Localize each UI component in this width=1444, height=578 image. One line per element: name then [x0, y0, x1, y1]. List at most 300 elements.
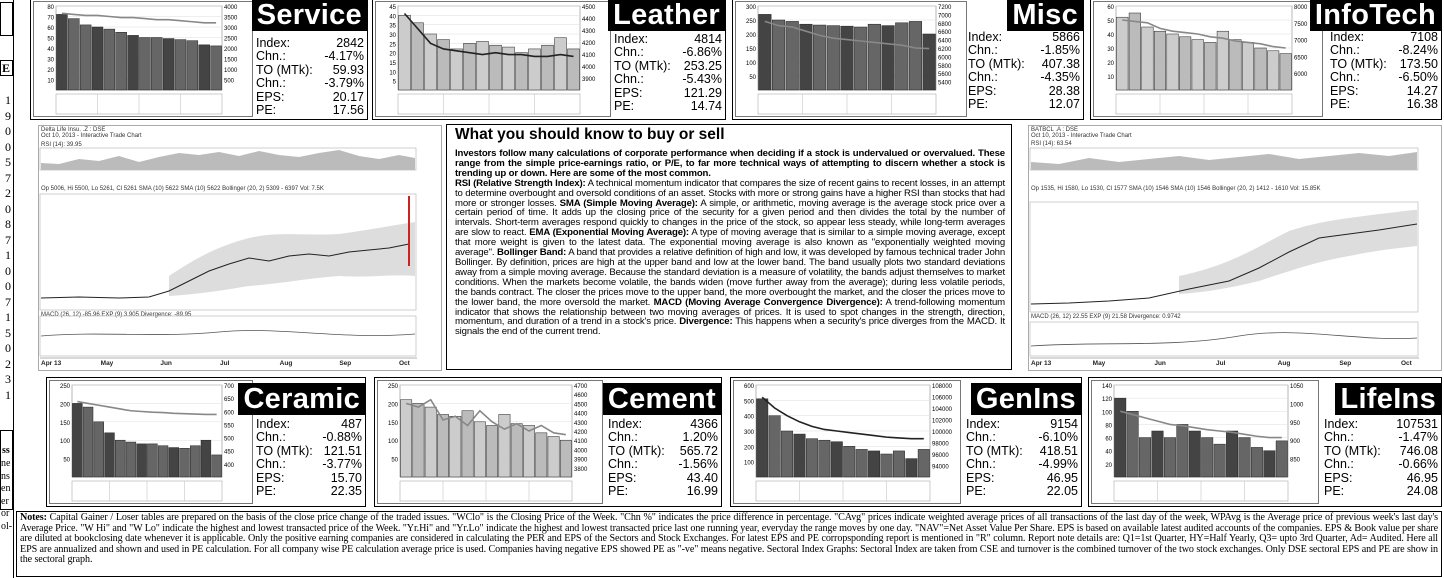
term-bollinger: Bollinger Band: [496, 247, 567, 259]
y-tick-label: 5 [392, 79, 396, 86]
y-tick-label: 150 [745, 47, 756, 53]
sector-stats [966, 418, 1078, 498]
eps-value: 46.95 [1406, 470, 1438, 485]
bar [180, 448, 190, 477]
bar [450, 416, 461, 477]
y2-tick-label: 4500 [574, 402, 588, 409]
sector-title: Leather [608, 0, 725, 31]
bar [1226, 431, 1237, 477]
y-tick-label: 300 [745, 5, 756, 11]
turnover-change: -4.99% [1038, 457, 1078, 472]
y-tick-label: 150 [387, 420, 398, 427]
y-tick-label: 20 [1107, 61, 1114, 67]
turnover-value: 407.38 [1041, 56, 1080, 71]
chn-label: Chn.: [256, 430, 286, 445]
edge-digit: 7 [5, 170, 11, 185]
y-tick-label: 400 [743, 414, 754, 421]
pe-label: PE: [256, 103, 277, 118]
time-axis-label: Sep [1339, 360, 1352, 367]
pe-label: PE: [1324, 484, 1345, 499]
term-divergence: Divergence: [679, 316, 733, 328]
bar [794, 434, 805, 477]
y-tick-label: 150 [59, 420, 70, 427]
eps-label: EPS: [614, 85, 643, 100]
chn-label: Chn.: [966, 457, 996, 472]
bar [399, 15, 411, 90]
bar [523, 425, 534, 477]
y2-tick-label: 104000 [932, 407, 953, 413]
bar [1114, 398, 1125, 477]
y2-tick-label: 4300 [574, 420, 588, 427]
sector-panel-genins [730, 377, 1082, 507]
y-tick-label: 100 [387, 439, 398, 446]
eps-value: 43.40 [686, 470, 718, 485]
trade-chart-title: Delta Life Insu. .Z : DSE [41, 127, 106, 133]
trade-chart-subtitle: Oct 10, 2013 - Interactive Trade Chart [41, 133, 142, 139]
sector-chart-genins [733, 380, 961, 504]
bar [1217, 31, 1229, 90]
index-label: Index: [608, 417, 643, 431]
bar [1127, 411, 1138, 477]
index-change: -1.85% [1040, 43, 1080, 58]
edge-digit: 1 [5, 310, 11, 324]
bar [806, 439, 817, 477]
y2-tick-label: 98000 [932, 441, 949, 448]
bar [868, 451, 879, 477]
trade-chart-canvas [39, 126, 443, 372]
bar [499, 414, 510, 477]
bar [1164, 438, 1175, 477]
price-legend: Op 1535, Hi 1580, Lo 1530, Cl 1577 SMA (10) 1546 SMA (10) 1546 Bollinger (20, 2) 1412 - 1610 Vol: 15.85K [1031, 186, 1321, 192]
eps-value: 20.17 [332, 89, 364, 104]
sector-panel-cement [374, 377, 722, 507]
y-tick-label: 40 [47, 47, 54, 53]
chn-label: Chn.: [1324, 457, 1354, 472]
index-value: 7108 [1410, 30, 1438, 44]
bar [169, 448, 179, 477]
bar [819, 440, 830, 477]
y-tick-label: 60 [47, 26, 54, 32]
pe-label: PE: [608, 484, 629, 499]
y-tick-label: 10 [1107, 75, 1114, 81]
y2-tick-label: 950 [1290, 420, 1301, 427]
edge-digit: 2 [5, 186, 11, 200]
bar [451, 49, 463, 90]
bar [413, 403, 424, 477]
sector-title: LifeIns [1335, 383, 1441, 415]
y-tick-label: 10 [47, 78, 54, 85]
bar [175, 40, 186, 90]
text-ema: A type of moving average that is similar to a simple moving average, except that more weight is given to the latest data. The exponential moving average is also known as "exponentially weighted moving average". [455, 227, 1006, 259]
y2-tick-label: 6400 [938, 38, 952, 45]
edge-letter: E [1, 61, 10, 75]
turnover-value: 253.25 [683, 58, 722, 73]
turnover-change: -5.43% [682, 72, 722, 87]
chn-label: Chn.: [608, 457, 638, 472]
y-tick-label: 25 [389, 42, 396, 49]
eps-label: EPS: [256, 470, 285, 485]
index-change: -6.10% [1038, 430, 1078, 445]
y-tick-label: 50 [47, 36, 54, 43]
bar [827, 26, 840, 90]
y2-tick-label: 6000 [938, 55, 952, 62]
y2-tick-label: 5600 [938, 72, 952, 79]
eps-label: EPS: [256, 89, 285, 104]
index-change: -6.86% [682, 45, 722, 60]
sector-stats [1324, 418, 1438, 498]
y2-tick-label: 6800 [938, 21, 952, 28]
edge-word: en [1, 483, 11, 494]
time-axis-label: Jul [1216, 360, 1226, 367]
term-ema: EMA (Exponential Moving Average): [529, 227, 689, 239]
bar [1251, 447, 1262, 477]
turnover-change: -4.35% [1040, 70, 1080, 85]
bar [906, 459, 917, 477]
bar [923, 34, 936, 90]
eps-label: EPS: [1330, 83, 1359, 98]
y2-tick-label: 4700 [574, 384, 588, 390]
y-tick-label: 30 [47, 57, 54, 64]
turnover-change: -3.77% [322, 457, 362, 472]
bar [400, 400, 411, 477]
y2-tick-label: 102000 [932, 418, 953, 425]
time-axis-label: Jun [160, 360, 172, 367]
bar [555, 38, 567, 90]
y2-tick-label: 6000 [1294, 72, 1308, 79]
pe-label: PE: [614, 99, 635, 114]
y2-tick-label: 4600 [574, 393, 588, 400]
bar [831, 442, 842, 477]
y2-tick-label: 4000 [224, 5, 238, 11]
y2-tick-label: 2000 [224, 47, 238, 53]
index-label: Index: [256, 417, 291, 431]
chn-label: Chn.: [256, 76, 286, 91]
bar [199, 45, 210, 90]
bar [212, 455, 222, 477]
index-change: -8.24% [1398, 43, 1438, 58]
index-value: 5866 [1052, 30, 1080, 44]
bar [1117, 17, 1129, 90]
article-what-to-know [446, 124, 1012, 370]
y2-tick-label: 550 [224, 423, 235, 430]
macd-legend: MACD (26, 12) 22.55 EXP (9) 21.58 Divergence: 0.9742 [1031, 314, 1181, 320]
index-line [62, 13, 216, 22]
sector-panel-infotech [1090, 0, 1442, 120]
turnover-change: -0.66% [1398, 457, 1438, 472]
text-rsi: A technical momentum indicator that compares the size of recent gains to recent losses, in an attempt to determine overbought and oversold conditions of an asset. Stocks with more or strong gains have a higher RSI than stocks that had more or stronger losses. [455, 177, 1005, 209]
y-tick-label: 20 [1105, 462, 1112, 469]
y-tick-label: 50 [63, 457, 70, 464]
y-tick-label: 500 [743, 399, 754, 406]
bar [1242, 42, 1254, 90]
pe-label: PE: [1330, 97, 1351, 112]
sector-title: Ceramic [238, 383, 365, 415]
text-bollinger: A band that provides a relative definition of high and low, it was developed by famous technical trader John Bollinger. By definition, prices are high at the upper band and low at the lower band. The band usually plots two standard deviations away from a simple moving average. Because the standard deviation is a measure of volatility, the bands adjust themselves to market conditions. When the markets become volatile, the bands widen (move further away from the average); during less volatile periods, the bands contract. The closer the prices move to the upper band, the more overbought the market, and the closer the prices move to the lower band, the more oversold the market. [455, 247, 1006, 308]
pe-label: PE: [256, 484, 277, 499]
y2-tick-label: 7500 [1294, 21, 1308, 28]
bar [1205, 42, 1217, 90]
bar [68, 19, 79, 90]
edge-digit: 9 [5, 108, 11, 123]
y-tick-label: 100 [59, 439, 70, 446]
bar [1154, 31, 1166, 90]
chn-label: Chn.: [614, 72, 644, 87]
eps-label: EPS: [608, 470, 637, 485]
turnover-change: -1.56% [678, 457, 718, 472]
y2-tick-label: 850 [1290, 457, 1301, 464]
y2-tick-label: 100000 [932, 430, 953, 436]
sector-stats [256, 418, 362, 498]
chn-label: Chn.: [1330, 43, 1360, 58]
time-axis-label: May [100, 360, 114, 367]
bar [893, 451, 904, 477]
bar [1167, 34, 1179, 90]
edge-word: er [1, 495, 9, 507]
y2-tick-label: 4100 [582, 53, 596, 59]
y2-tick-label: 900 [1290, 439, 1301, 446]
bar [477, 41, 489, 90]
y2-tick-label: 3500 [224, 15, 238, 22]
index-change: 1.20% [682, 430, 718, 445]
bar [1201, 438, 1212, 477]
y2-tick-label: 450 [224, 449, 235, 456]
time-axis-label: Sep [339, 360, 352, 367]
time-axis-label: Aug [279, 360, 293, 367]
bar [542, 45, 554, 90]
time-axis-label: Jul [220, 360, 230, 367]
time-axis-label: Oct [1401, 360, 1412, 367]
to-label: TO (MTk): [608, 443, 665, 458]
y-tick-label: 60 [1107, 5, 1114, 11]
turnover-change: -3.79% [324, 76, 364, 91]
sector-stats [608, 418, 718, 498]
bar [800, 24, 813, 90]
pe-value: 16.99 [686, 484, 718, 499]
y-tick-label: 200 [387, 402, 398, 409]
y2-tick-label: 2500 [224, 36, 238, 43]
term-sma: SMA (Simple Moving Average): [559, 197, 698, 209]
y-tick-label: 200 [59, 402, 70, 409]
bar [1177, 424, 1188, 477]
bar [83, 407, 93, 477]
sector-stats [256, 37, 364, 117]
y2-tick-label: 94000 [932, 464, 949, 471]
bar [841, 26, 854, 90]
notes-footer [16, 511, 1442, 577]
macd-legend: MACD (26, 12) -85.96 EXP (9) 3.905 Divergence: -89.95 [41, 312, 192, 318]
y2-tick-label: 106000 [932, 395, 953, 402]
bar [104, 29, 115, 90]
y-tick-label: 50 [391, 457, 398, 464]
term-rsi: RSI (Relative Strength Index): [455, 177, 586, 189]
y-tick-label: 200 [745, 33, 756, 39]
edge-digit: 1 [5, 93, 11, 107]
y2-tick-label: 6200 [938, 47, 952, 53]
bar [1189, 431, 1200, 477]
macd-line [41, 330, 415, 336]
index-label: Index: [1330, 30, 1365, 44]
bar [151, 38, 162, 91]
y-tick-label: 40 [389, 14, 396, 21]
bar [105, 433, 115, 477]
rsi-area [41, 150, 415, 170]
bar [163, 39, 174, 90]
trade-chart-delta-life [38, 125, 442, 371]
edge-digit: 3 [5, 372, 11, 386]
pe-value: 24.08 [1406, 484, 1438, 499]
index-label: Index: [966, 417, 1001, 431]
y-tick-label: 250 [745, 19, 756, 25]
bar [759, 14, 772, 90]
bar [1214, 444, 1225, 477]
bar [511, 424, 522, 477]
chn-label: Chn.: [1330, 70, 1360, 85]
pe-value: 14.74 [690, 99, 722, 114]
sector-title: Service [252, 0, 367, 31]
edge-digit: 5 [5, 155, 11, 169]
y2-tick-label: 4000 [574, 448, 588, 455]
macd-line [1031, 333, 1417, 346]
sector-chart-misc [735, 1, 967, 117]
sector-title: InfoTech [1310, 0, 1441, 31]
eps-value: 14.27 [1406, 83, 1438, 98]
bar [437, 414, 448, 477]
eps-label: EPS: [966, 470, 995, 485]
notes-text: Capital Gainer / Loser tables are prepared on the basis of the close price change of the traded issues. "WClo" is the Closing Price of the Week. "Chn %" indicates the price difference in percentage. "CAvg" prices indicate weighted average prices of all transactions of the last day of the week, WPAvg is the Average price of previous week's last day's Average Price. "W Hi" and "W Lo" indicate the highest and lowest transacted price of the Week. "Yr.Hi" and "Yr.Lo" indicate the highest and lowest transacted price last one running year, everyday the range moves by one day. "NAV"=Net Asset Value Per Share. EPS is based on available latest audited accounts of the companies. EPS & Book value per share are diluted at bookclosing date whenever it is applicable. Only the positive earning companies are considered in calculating the PER and EPS of the Sectors and Stock Exchanges. For latest EPS and PE corropsponding report is mentioned in "R" column. Report note details are: Q1=1st Quarter, HY=Half Yearly, Q3= upto 3rd Quarter, Ad= Audited. Here all EPS are annualized and shown and used in PE calculation. For all company wise PE calculation average price is used. Companies having negative EPS showed PE as "-ve" means negative. Sectoral Index Graphs: Sectoral Index are taken from CSE and turnover is the combined turnover of the two stock exchanges. Only DSE sectoral EPS and PE are show in the sectoral graph. [20, 512, 1438, 565]
y2-tick-label: 6500 [1294, 55, 1308, 62]
y-tick-label: 10 [389, 70, 396, 77]
turnover-value: 59.93 [332, 62, 364, 77]
bar [909, 21, 922, 90]
y-tick-label: 50 [749, 75, 756, 81]
edge-digit: 1 [5, 387, 11, 402]
sector-panel-leather [372, 0, 726, 120]
y2-tick-label: 400 [224, 462, 235, 469]
bar [1139, 438, 1150, 477]
bar [854, 27, 867, 90]
index-change: -0.88% [322, 430, 362, 445]
bar [94, 422, 104, 477]
edge-digit: 8 [5, 217, 11, 231]
pe-value: 22.35 [330, 484, 362, 499]
sector-stats [1330, 31, 1438, 111]
to-label: TO (MTk): [1324, 443, 1381, 458]
y-tick-label: 80 [1105, 423, 1112, 430]
pe-value: 16.38 [1406, 97, 1438, 112]
y-tick-label: 20 [389, 51, 396, 58]
y-tick-label: 140 [1101, 384, 1112, 390]
sector-chart-cement [377, 380, 603, 504]
article-intro: Investors follow many calculations of corporate performance when deciding if a stock is undervalued or overvalued. These range from the simple price-earnings ratio, or P/E, to far more technical ways of attempting to discern whether a stock is trending up or down. Here are some of the most common. [455, 148, 1005, 179]
bar [1192, 40, 1204, 90]
term-macd: MACD (Moving Average Convergence Divergence): [653, 296, 883, 308]
chn-label: Chn.: [256, 457, 286, 472]
bar [486, 425, 497, 477]
index-label: Index: [256, 36, 291, 50]
y2-tick-label: 6600 [938, 30, 952, 37]
chn-label: Chn.: [614, 45, 644, 60]
sector-panel-lifeins [1088, 377, 1442, 507]
sector-panel-misc [732, 0, 1084, 120]
edge-digit: 5 [5, 325, 11, 340]
edge-digit: 2 [5, 356, 11, 371]
bar [126, 442, 136, 477]
bar [190, 446, 200, 477]
edge-digit: 7 [5, 294, 11, 309]
sector-stats [614, 33, 722, 113]
y-tick-label: 60 [1105, 436, 1112, 443]
edge-word: or [1, 508, 10, 519]
y2-tick-label: 1500 [224, 57, 238, 64]
time-axis-label: Aug [1277, 360, 1291, 367]
index-value: 4814 [694, 32, 722, 46]
eps-label: EPS: [968, 83, 997, 98]
y2-tick-label: 7000 [1294, 38, 1308, 45]
y2-tick-label: 4400 [574, 411, 588, 418]
y2-tick-label: 500 [224, 436, 235, 443]
bar [868, 24, 881, 90]
bar [115, 440, 125, 477]
y-tick-label: 20 [47, 68, 54, 74]
eps-value: 15.70 [330, 470, 362, 485]
bar [139, 38, 150, 91]
index-change: -1.47% [1398, 430, 1438, 445]
trade-chart-title: BATBCL .A : DSE [1031, 127, 1079, 133]
to-label: TO (MTk): [256, 62, 313, 77]
bar [1280, 54, 1292, 90]
article-body [455, 149, 1005, 337]
bar [1255, 48, 1267, 90]
eps-value: 121.29 [683, 85, 722, 100]
bar [128, 35, 139, 90]
bar [516, 53, 528, 90]
bar [1179, 37, 1191, 90]
notes-label: Notes: [20, 512, 47, 523]
sector-stats [968, 31, 1080, 111]
edge-digit: 0 [5, 124, 11, 138]
trade-chart-batbc [1028, 125, 1442, 371]
bar [1267, 51, 1279, 90]
y2-tick-label: 4200 [582, 41, 596, 47]
bar [895, 23, 908, 90]
y-tick-label: 40 [1107, 33, 1114, 39]
left-edge-strip [0, 0, 14, 578]
chn-label: Chn.: [968, 70, 998, 85]
bar [187, 41, 198, 90]
bar [116, 32, 127, 90]
pe-label: PE: [968, 97, 989, 112]
edge-digit: 0 [5, 201, 11, 216]
text-sma: A simple, or arithmetic, moving average is the average stock price over a certain period of time. It adds up the closing price of the security for a given period and then divides the total by the number of intervals. Short-term averages respond quickly to changes in the price of the stock, so appear less steady, while long-term averages are slow to react. [455, 197, 1005, 239]
article-title: What you should know to buy or sell [455, 126, 725, 143]
time-axis-label: Apr 13 [1031, 360, 1052, 367]
y-tick-label: 35 [389, 23, 396, 30]
edge-digit: 0 [5, 139, 11, 154]
index-label: Index: [1324, 417, 1359, 431]
to-label: TO (MTk): [968, 56, 1025, 71]
macd-pane [1030, 322, 1418, 356]
y2-tick-label: 5800 [938, 63, 952, 70]
y2-tick-label: 8000 [1294, 5, 1308, 11]
index-change: -4.17% [324, 49, 364, 64]
bar [464, 43, 476, 90]
y-tick-label: 600 [743, 384, 754, 390]
y-tick-label: 100 [743, 460, 754, 467]
bar [1142, 27, 1154, 90]
index-value: 107531 [1396, 417, 1438, 431]
y-tick-label: 120 [1101, 397, 1112, 404]
y2-tick-label: 1000 [224, 68, 238, 74]
